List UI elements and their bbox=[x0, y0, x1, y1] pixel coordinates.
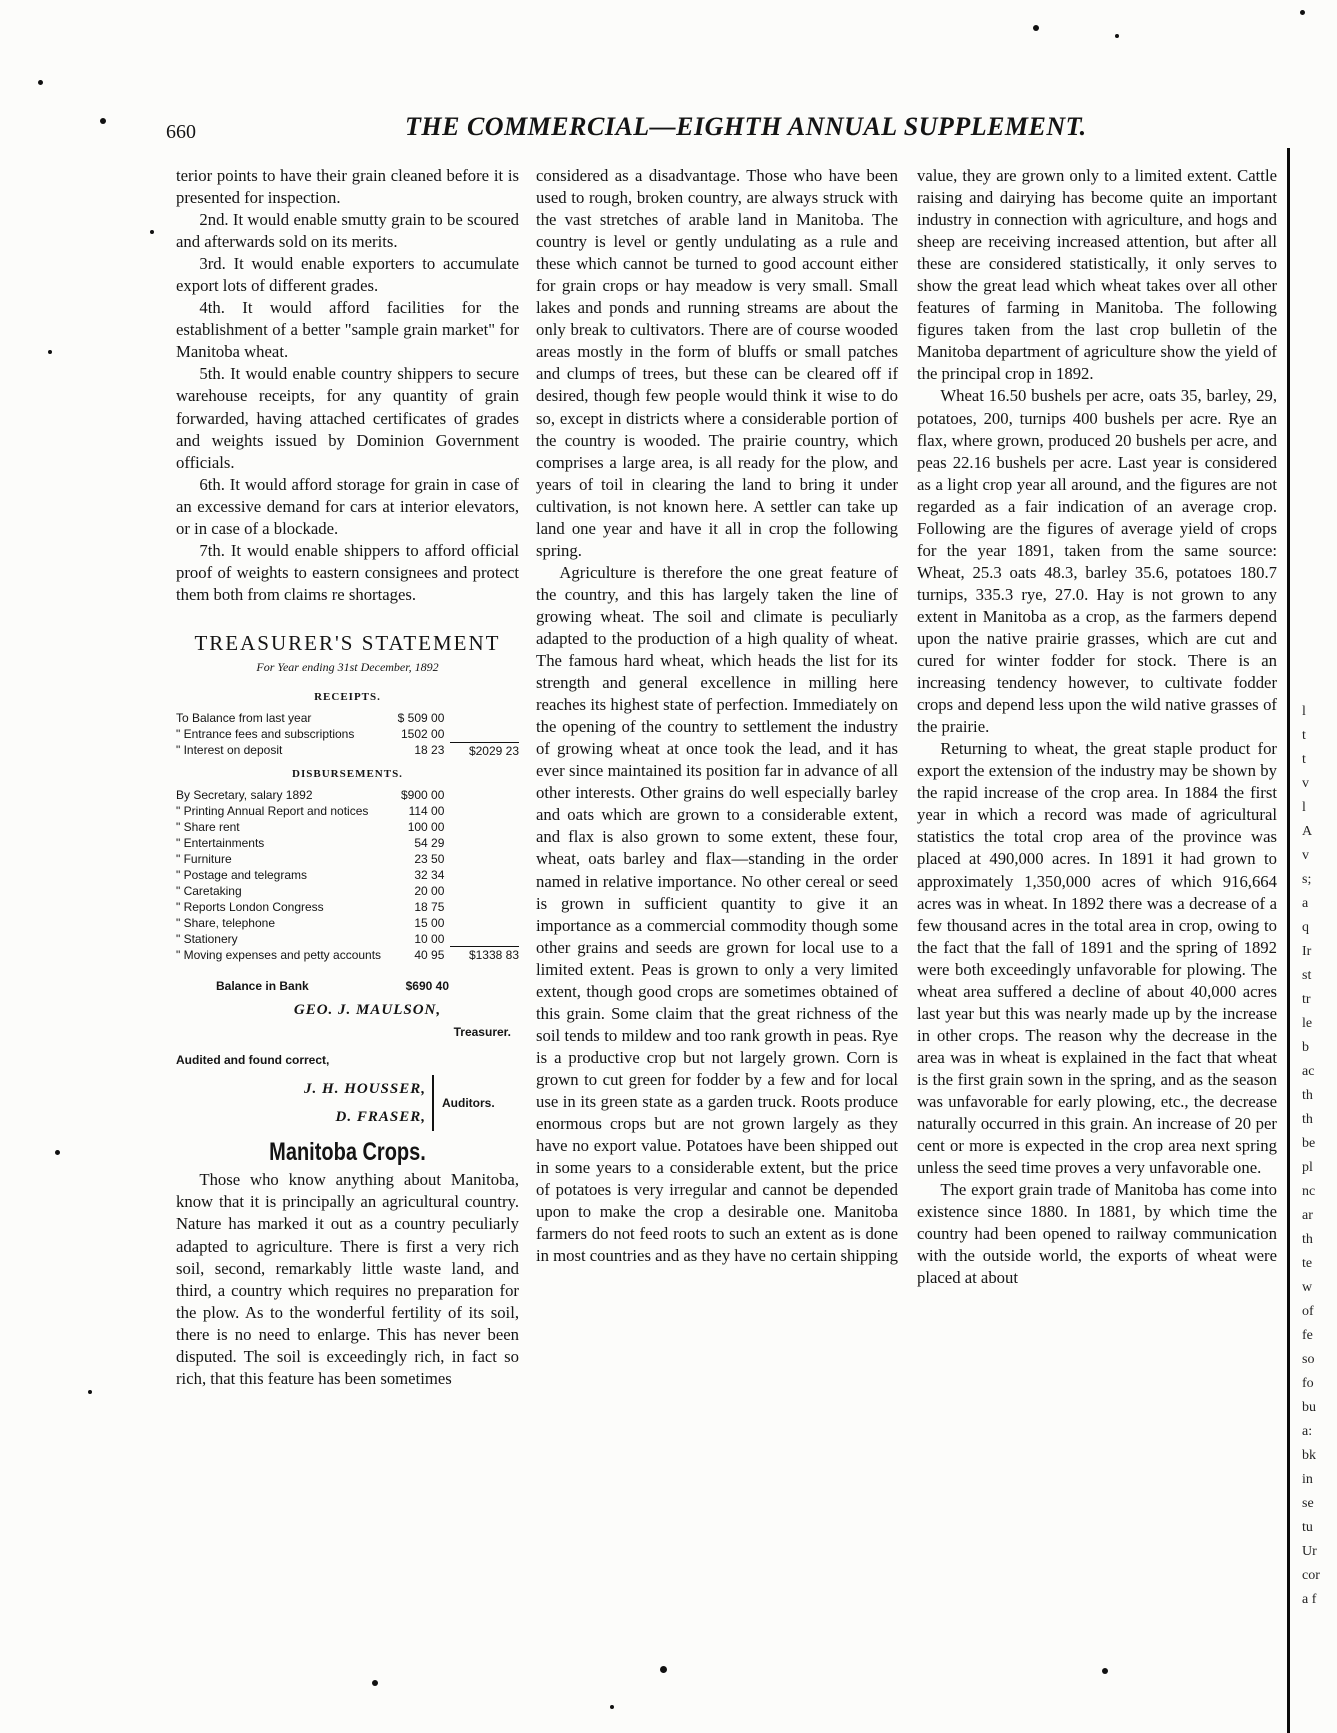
ledger-amount: $ 509 00 bbox=[397, 711, 445, 726]
scan-speck bbox=[1300, 10, 1305, 15]
auditor-name: J. H. HOUSSER, bbox=[304, 1081, 426, 1098]
paragraph: Those who know anything about Manitoba, know that it is principally an agricultural country. Nature has marked it out as a country peculiarly adapted to agriculture. There is first a very rich soil, second, remarkably little waste land, and third, a country which requires no preparation for the plow. As to the wonderful fertility of its soil, there is no need to enlarge. This has never been disputed. The soil is exceedingly rich, in fact so rich, that this feature has been sometimes bbox=[176, 1170, 519, 1388]
ledger-total: $1338 83 bbox=[450, 947, 519, 964]
fragment-glyph: a f bbox=[1302, 1592, 1317, 1607]
paragraph: 3rd. It would enable exporters to accumulate export lots of different grades. bbox=[176, 254, 519, 296]
fragment-glyph: of bbox=[1302, 1304, 1314, 1319]
treasurer-name: GEO. J. MAULSON, bbox=[293, 1002, 442, 1019]
fragment-glyph: ac bbox=[1302, 1064, 1315, 1079]
scan-speck bbox=[610, 1705, 614, 1709]
ledger-total bbox=[450, 819, 519, 835]
fragment-glyph: nc bbox=[1302, 1184, 1316, 1199]
scan-speck bbox=[38, 80, 43, 85]
scan-speck bbox=[55, 1150, 60, 1155]
ledger-item: " Interest on deposit bbox=[176, 743, 283, 758]
ledger-item: " Share, telephone bbox=[176, 915, 275, 930]
scan-speck bbox=[88, 1390, 92, 1394]
fragment-glyph: w bbox=[1302, 1280, 1313, 1295]
ledger-amount: 10 00 bbox=[414, 931, 445, 946]
fragment-glyph: st bbox=[1302, 968, 1312, 983]
ledger-row bbox=[176, 835, 519, 851]
fragment-glyph: a bbox=[1302, 896, 1309, 911]
balance-value: $690 40 bbox=[405, 979, 449, 994]
column-rule bbox=[1287, 148, 1290, 1733]
auditors-block bbox=[176, 1075, 519, 1131]
ledger-item: To Balance from last year bbox=[176, 711, 312, 726]
auditor-name: D. FRASER, bbox=[335, 1109, 426, 1126]
ledger-row bbox=[176, 819, 519, 835]
ledger-amount: $900 00 bbox=[401, 787, 445, 802]
ledger-row bbox=[176, 787, 519, 803]
fragment-glyph: ar bbox=[1302, 1208, 1313, 1223]
fragment-glyph: t bbox=[1302, 728, 1306, 743]
ledger-amount: 114 00 bbox=[408, 803, 445, 818]
treasurer-title: Treasurer. bbox=[453, 1025, 511, 1040]
ledger-amount: 23 50 bbox=[414, 851, 445, 866]
ledger-item: " Postage and telegrams bbox=[176, 867, 308, 882]
paragraph: Agriculture is therefore the one great feature of the country, and this has largely taken the line of growing wheat. The soil and climate is peculiarly adapted to the production of a high quality of wheat. The famous hard wheat, which heads the list for its strength and general excellence in milling here reaches its highest state of perfection. Immediately on the opening of the country to settlement the industry of growing wheat at once took the lead, and it has ever since maintained its position far in advance of all other interests. Other grains do well especially barley and oats which are grown to a considerable extent, and flax is also grown to some extent, these four, wheat, oats barley and flax—standing in the order named in relative importance. No other cereal or seed is grown in sufficient quantity to give it an importance as a commercial commodity though some other grains and seeds are grown for local use to a limited extent. Peas is grown to only a very limited extent, though good crops are sometimes obtained of this grain. Some claim that the great richness of the soil tends to mildew and too rank growth in peas. Rye is a productive crop but not largely grown. Corn is grown to cut green for fodder by a few and for local use in its green state as a garden truck. Roots produce enormous crops but are not grown largely as they have no export value. Potatoes have been shipped out in some years to a considerable extent, but the price of potatoes is very irregular and cannot be depended upon to make the crop a desirable one. Manitoba farmers do not feed roots to such an extent as is done in most countries and as they have no certain shipping bbox=[536, 562, 898, 1266]
paragraph: 7th. It would enable shippers to afford official proof of weights to eastern consignees and protect them both from claims re shortages. bbox=[176, 540, 519, 604]
scan-speck bbox=[1033, 25, 1039, 31]
ledger-item: " Share rent bbox=[176, 819, 240, 834]
ledger-total bbox=[450, 931, 519, 947]
fragment-glyph: le bbox=[1302, 1016, 1313, 1031]
ledger-row bbox=[176, 883, 519, 899]
fragment-glyph: cor bbox=[1302, 1568, 1320, 1583]
ledger-amount: 18 23 bbox=[414, 743, 445, 758]
fragment-glyph: l bbox=[1302, 704, 1306, 719]
ledger-total bbox=[450, 787, 519, 803]
balance-label: Balance in Bank bbox=[216, 979, 309, 994]
ledger-row bbox=[176, 931, 519, 947]
fragment-glyph: l bbox=[1302, 800, 1306, 815]
statement-subtitle: For Year ending 31st December, 1892 bbox=[256, 659, 439, 674]
ledger-amount: 54 29 bbox=[414, 835, 445, 850]
paragraph: value, they are grown only to a limited extent. Cattle raising and dairying has become quite an important industry in connection with agriculture, and hogs and sheep are receiving increased attention, but after all these are considered statistically, it only serves to show the great lead which wheat takes over all other features of farming in Manitoba. The following figures taken from the last crop bulletin of the Manitoba department of agriculture show the yield of the principal crop in 1892. bbox=[917, 166, 1277, 384]
paragraph: 5th. It would enable country shippers to secure warehouse receipts, for any quantity of grain forwarded, having attached certificates of grades and weights issued by Dominion Government officials. bbox=[176, 364, 519, 472]
column-right bbox=[917, 165, 1277, 1289]
ledger-amount: 15 00 bbox=[414, 915, 445, 930]
ledger-total: $2029 23 bbox=[450, 742, 519, 759]
scan-speck bbox=[1115, 34, 1119, 38]
ledger-row bbox=[176, 947, 519, 964]
auditor-names bbox=[176, 1075, 434, 1131]
ledger-row bbox=[176, 726, 519, 742]
fragment-glyph: tr bbox=[1302, 992, 1311, 1007]
fragment-glyph: in bbox=[1302, 1472, 1313, 1487]
fragment-glyph: v bbox=[1302, 848, 1309, 863]
page-number: 660 bbox=[166, 121, 196, 143]
section-heading: Manitoba Crops. bbox=[269, 1138, 426, 1167]
paragraph: terior points to have their grain cleaned before it is presented for inspection. bbox=[176, 166, 519, 208]
fragment-glyph: t bbox=[1302, 752, 1306, 767]
ledger-item: " Entrance fees and subscriptions bbox=[176, 727, 355, 742]
ledger-total bbox=[450, 726, 519, 742]
fragment-glyph: pl bbox=[1302, 1160, 1313, 1175]
ledger-item: " Caretaking bbox=[176, 883, 242, 898]
ledger-total bbox=[450, 710, 519, 726]
fragment-glyph: b bbox=[1302, 1040, 1309, 1055]
fragment-glyph: s; bbox=[1302, 872, 1312, 887]
fragment-glyph: so bbox=[1302, 1352, 1315, 1367]
fragment-glyph: se bbox=[1302, 1496, 1314, 1511]
ledger-item: " Furniture bbox=[176, 851, 232, 866]
fragment-glyph: v bbox=[1302, 776, 1309, 791]
fragment-glyph: fo bbox=[1302, 1376, 1314, 1391]
scan-speck bbox=[48, 350, 52, 354]
ledger-row bbox=[176, 710, 519, 726]
receipts-table bbox=[176, 710, 519, 759]
statement-title: TREASURER'S STATEMENT bbox=[194, 630, 501, 655]
ledger-total bbox=[450, 899, 519, 915]
ledger-total bbox=[450, 883, 519, 899]
ledger-amount: 40 95 bbox=[414, 947, 445, 962]
ledger-amount: 20 00 bbox=[414, 883, 445, 898]
column-middle bbox=[536, 165, 898, 1267]
ledger-amount: 32 34 bbox=[414, 867, 445, 882]
paragraph: 4th. It would afford facilities for the establishment of a better "sample grain market" for Manitoba wheat. bbox=[176, 298, 519, 362]
fragment-glyph: fe bbox=[1302, 1328, 1313, 1343]
ledger-item: " Entertainments bbox=[176, 835, 265, 850]
paragraph: Returning to wheat, the great staple product for export the extension of the industry may be shown by the rapid increase of the crop area. In 1884 the first year in which a record was made of agricultural statistics the total crop area of the province was placed at 490,000 acres. In 1891 it had grown to approximately 1,350,000 acres of which 916,664 acres was in wheat. In 1892 there was a decrease of a few thousand acres in the total area in crop, owing to the fact that the fall of 1891 and the spring of 1892 were both exceedingly unfavorable for plowing. The wheat area suffered a decline of about 40,000 acres last year but this was nearly made up by the increase in other crops. The reason why the decrease in the area was in wheat is explained in the fact that wheat is the first grain sown in the spring, and as the season was unfavorable for early plowing, etc., the decrease naturally occurred in this grain. An increase of 20 per cent or more is expected in the crop area next spring unless the seed time proves a very unfavorable one. bbox=[917, 739, 1277, 1178]
fragment-glyph: bk bbox=[1302, 1448, 1316, 1463]
running-head: THE COMMERCIAL—EIGHTH ANNUAL SUPPLEMENT. bbox=[405, 112, 1087, 141]
ledger-row bbox=[176, 851, 519, 867]
fragment-glyph: th bbox=[1302, 1112, 1313, 1127]
ledger-amount: 100 00 bbox=[407, 819, 445, 834]
paragraph: 6th. It would afford storage for grain in case of an excessive demand for cars at interior elevators, or in case of a blockade. bbox=[176, 474, 519, 538]
ledger-amount: 18 75 bbox=[414, 899, 445, 914]
paragraph: Wheat 16.50 bushels per acre, oats 35, barley, 29, potatoes, 200, turnips 400 bushels per acre. Rye an flax, where grown, produced 20 bushels per acre, and peas 22.16 bushels per acre. Last year is considered as a light crop year all around, and the figures are not regarded as a fair indication of an average crop. Following are the figures of average yield of crops for the year 1891, taken from the same source: Wheat, 25.3 oats 48.3, barley 35.6, potatoes 180.7 turnips, 335.3 rye, 27.0. Hay is not grown to any extent in Manitoba as a crop, as the farmers depend upon the native prairie grasses, which are cut and cured for winter fodder for stock. There is an increasing tendency however, to cultivate fodder crops and depend less upon the wild native grasses of the prairie. bbox=[917, 386, 1277, 737]
fragment-glyph: be bbox=[1302, 1136, 1316, 1151]
ledger-total bbox=[450, 803, 519, 819]
fragment-glyph: A bbox=[1302, 824, 1313, 839]
fragment-glyph: Ur bbox=[1302, 1544, 1317, 1559]
fragment-glyph: a: bbox=[1302, 1424, 1313, 1439]
audited-line: Audited and found correct, bbox=[176, 1053, 330, 1068]
fragment-glyph: th bbox=[1302, 1088, 1313, 1103]
balance-line bbox=[176, 963, 519, 999]
ledger-item: " Moving expenses and petty accounts bbox=[176, 947, 382, 962]
column-left bbox=[176, 165, 519, 1390]
paragraph: 2nd. It would enable smutty grain to be scoured and afterwards sold on its merits. bbox=[176, 210, 519, 252]
ledger-row bbox=[176, 899, 519, 915]
disbursements-heading: DISBURSEMENTS. bbox=[292, 767, 403, 780]
fragment-glyph: tu bbox=[1302, 1520, 1313, 1535]
ledger-row bbox=[176, 742, 519, 759]
scan-speck bbox=[1102, 1668, 1108, 1674]
paragraph: The export grain trade of Manitoba has come into existence since 1880. In 1881, by which time the country had been opened to railway communication with the outside world, the exports of wheat were placed at about bbox=[917, 1180, 1277, 1288]
scan-speck bbox=[100, 118, 106, 124]
ledger-amount: 1502 00 bbox=[401, 727, 445, 742]
fragment-glyph: Ir bbox=[1302, 944, 1312, 959]
ledger-row bbox=[176, 915, 519, 931]
scan-speck bbox=[150, 230, 154, 234]
ledger-item: By Secretary, salary 1892 bbox=[176, 787, 313, 802]
auditors-label: Auditors. bbox=[442, 1096, 495, 1111]
ledger-item: " Stationery bbox=[176, 931, 238, 946]
ledger-item: " Reports London Congress bbox=[176, 899, 324, 914]
ledger-total bbox=[450, 835, 519, 851]
adjacent-page-fragment bbox=[1302, 700, 1334, 1612]
paragraph: considered as a disadvantage. Those who have been used to rough, broken country, are always struck with the vast stretches of arable land in Manitoba. The country is level or gently undulating as a rule and these which cannot be turned to good account either for grain crops or hay meadow is very small. Small lakes and ponds and running streams are about the only break to cultivators. There are of course wooded areas mostly in the form of bluffs or small patches and clumps of trees, but these can be cleared off if desired, though few people would think it wise to do so, except in districts where a considerable portion of the country is wooded. The prairie country, which comprises a large area, is all ready for the plow, and years of toil in clearing the land to bring it under cultivation, is not known here. A settler can take up land one year and have it all in crop the following spring. bbox=[536, 166, 898, 560]
scan-speck bbox=[660, 1666, 667, 1673]
receipts-heading: RECEIPTS. bbox=[314, 691, 381, 704]
ledger-total bbox=[450, 851, 519, 867]
fragment-glyph: q bbox=[1302, 920, 1309, 935]
ledger-total bbox=[450, 915, 519, 931]
scan-speck bbox=[372, 1680, 378, 1686]
treasurers-statement bbox=[176, 632, 519, 1131]
fragment-glyph: te bbox=[1302, 1256, 1313, 1271]
fragment-glyph: bu bbox=[1302, 1400, 1316, 1415]
fragment-glyph: th bbox=[1302, 1232, 1313, 1247]
ledger-row bbox=[176, 867, 519, 883]
disbursements-table bbox=[176, 787, 519, 964]
ledger-total bbox=[450, 867, 519, 883]
ledger-row bbox=[176, 803, 519, 819]
ledger-item: " Printing Annual Report and notices bbox=[176, 803, 369, 818]
